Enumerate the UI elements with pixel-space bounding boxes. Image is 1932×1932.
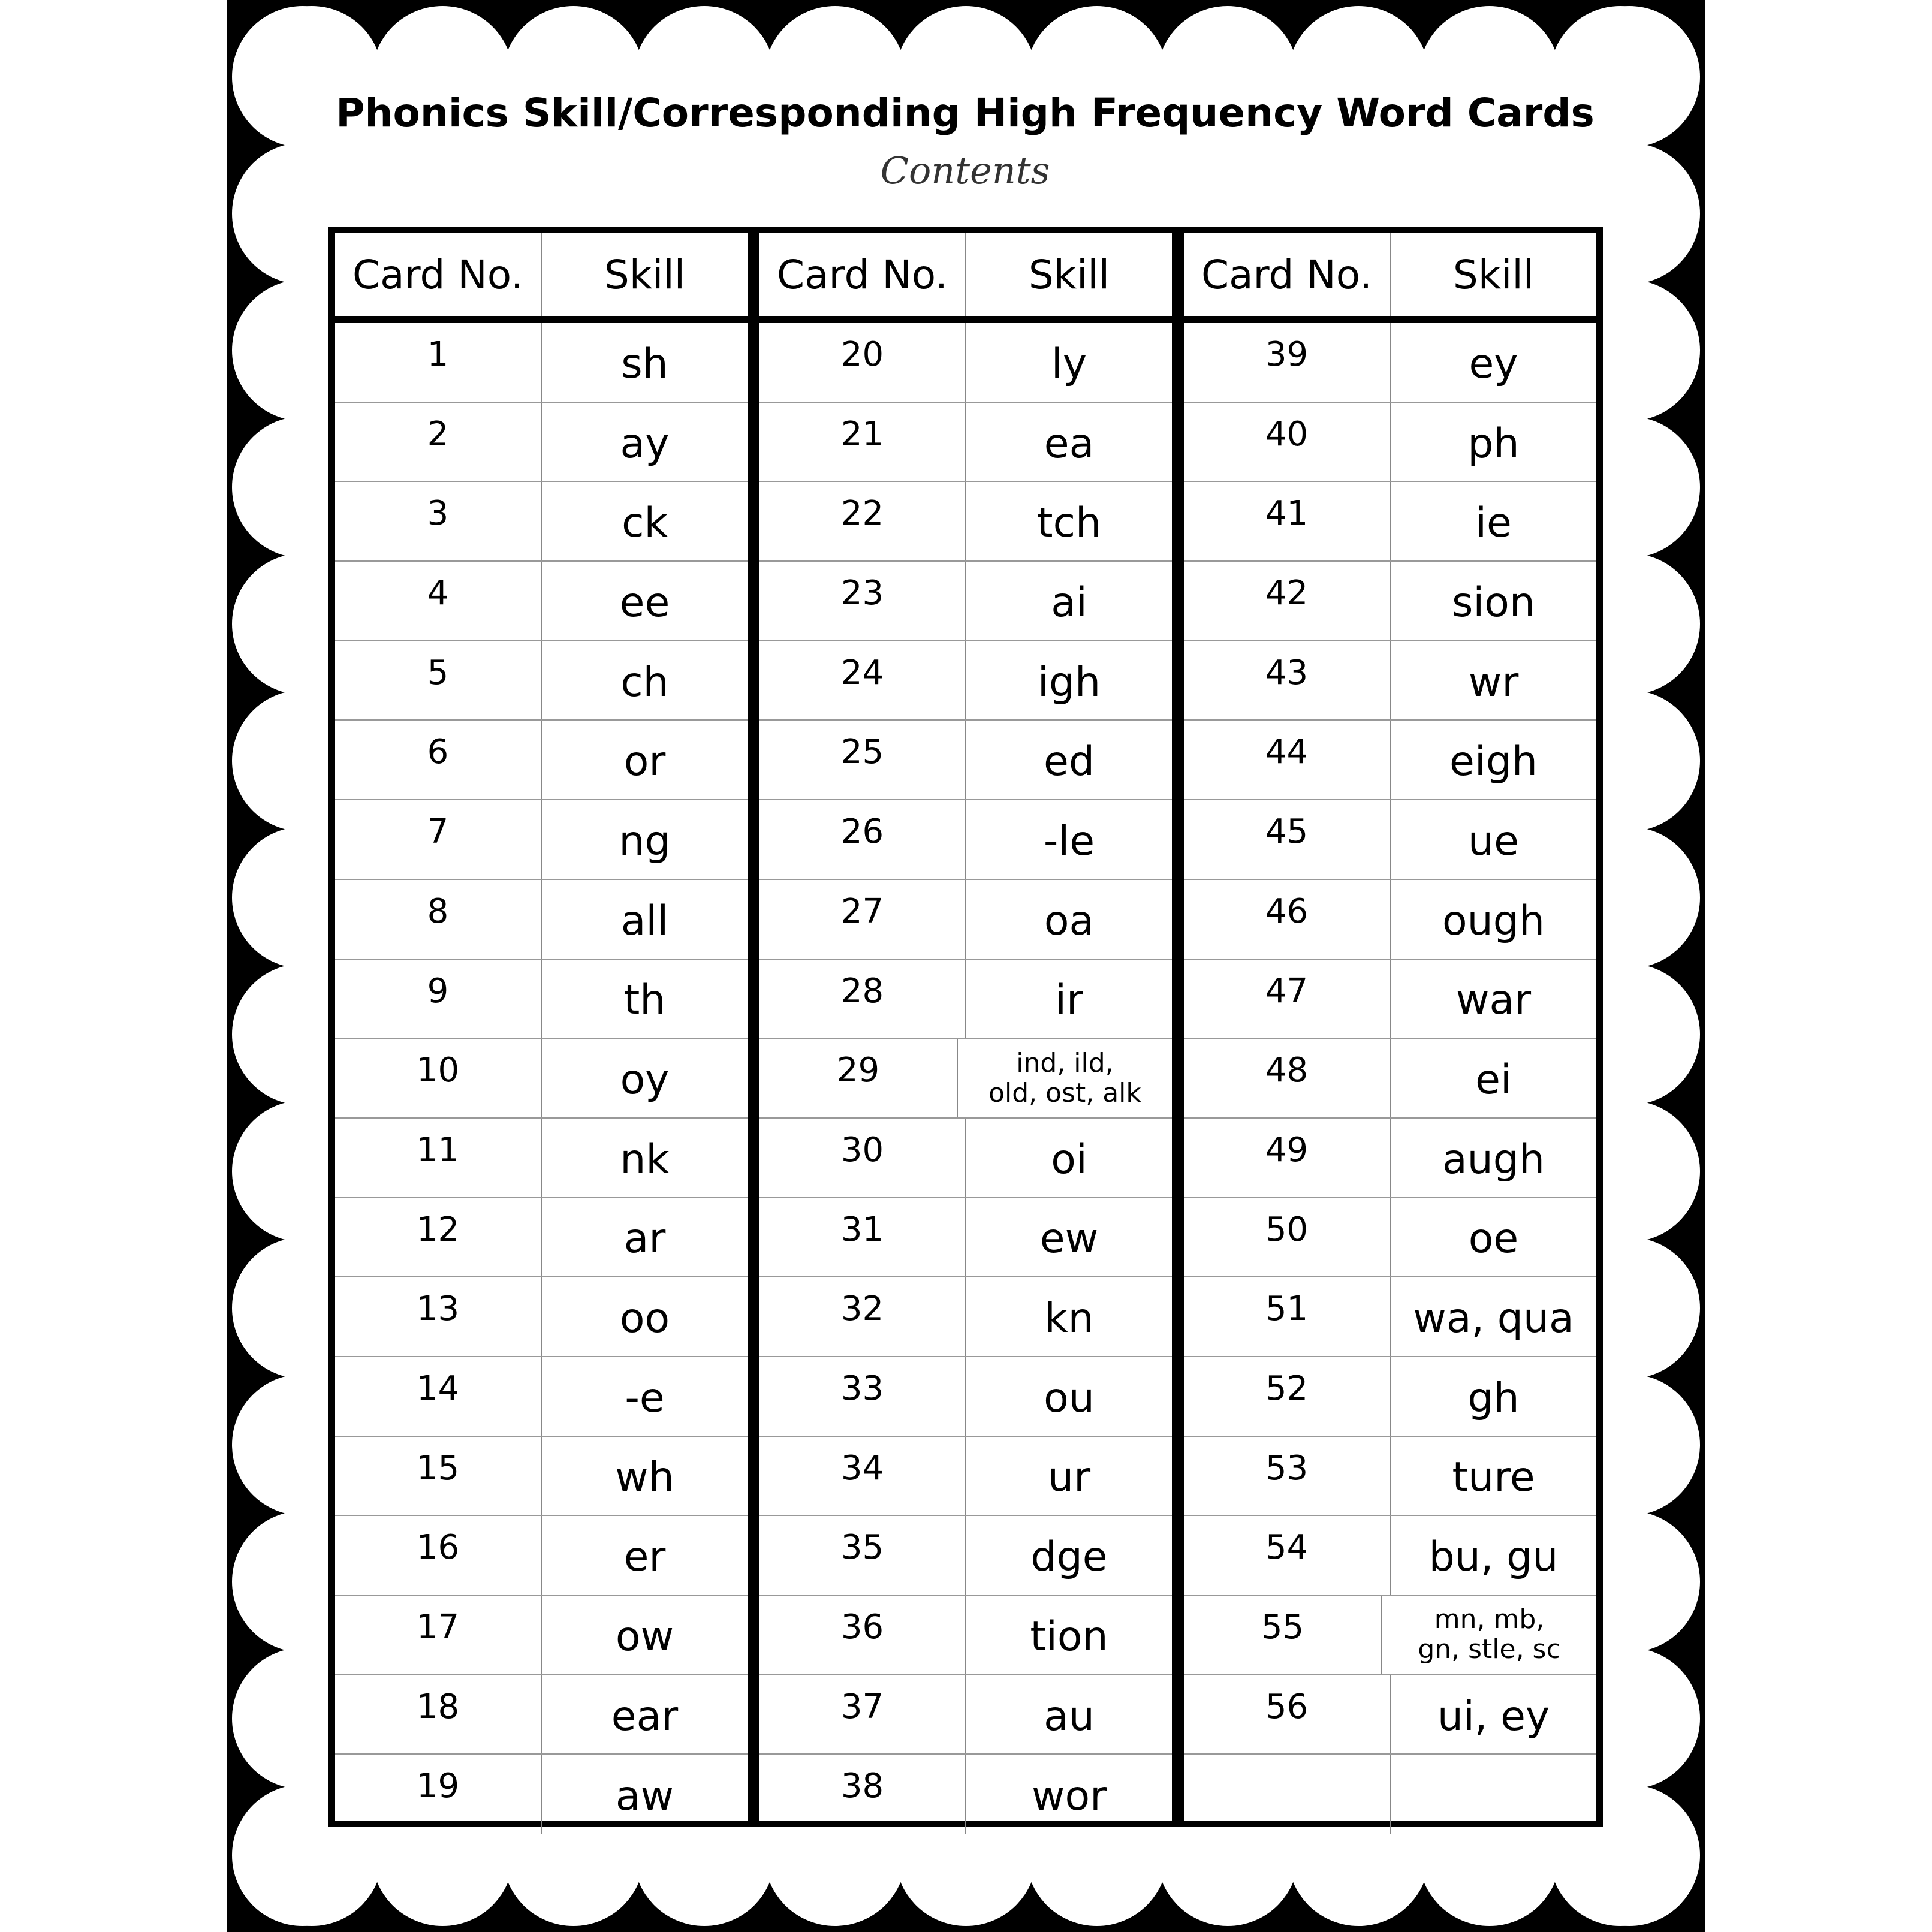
card-number: 51 <box>1184 1277 1391 1356</box>
card-no-header: Card No. <box>335 233 542 316</box>
table-row <box>335 1596 748 1675</box>
table-row <box>1184 1198 1596 1278</box>
card-number: 55 <box>1184 1596 1382 1674</box>
card-number: 28 <box>759 960 966 1038</box>
card-skill: igh <box>1037 658 1101 706</box>
table-row <box>335 1277 748 1357</box>
card-skill: ei <box>1475 1056 1512 1104</box>
card-number: 16 <box>335 1516 542 1595</box>
card-number: 53 <box>1184 1437 1391 1515</box>
card-skill: gh <box>1467 1374 1520 1422</box>
card-number: 2 <box>335 403 542 481</box>
table-row <box>335 1357 748 1437</box>
table-header <box>1184 233 1596 323</box>
table-header <box>335 233 748 323</box>
table-row <box>1184 1357 1596 1437</box>
table-row <box>335 1039 748 1119</box>
card-skill: ch <box>620 658 669 706</box>
card-skill: ou <box>1044 1374 1095 1422</box>
table-row <box>335 482 748 562</box>
table-row <box>1184 1516 1596 1596</box>
card-skill: ph <box>1467 420 1520 468</box>
card-skill: ew <box>1039 1215 1099 1263</box>
skill-header: Skill <box>604 251 686 298</box>
card-number: 31 <box>759 1198 966 1277</box>
card-number: 9 <box>335 960 542 1038</box>
card-skill: mn, mb, gn, stle, sc <box>1418 1604 1561 1665</box>
card-skill: er <box>623 1533 666 1581</box>
table-row <box>759 1437 1172 1517</box>
card-skill: or <box>623 738 666 786</box>
card-number: 29 <box>759 1039 958 1117</box>
table-row <box>759 721 1172 800</box>
card-skill: ee <box>619 578 670 626</box>
card-number: 42 <box>1184 562 1391 640</box>
card-number: 26 <box>759 800 966 879</box>
card-number: 49 <box>1184 1119 1391 1197</box>
card-skill: tch <box>1036 499 1102 547</box>
table-row <box>1184 800 1596 880</box>
table-row <box>759 641 1172 721</box>
card-skill: -le <box>1043 817 1095 865</box>
table-row <box>335 641 748 721</box>
table-row <box>1184 960 1596 1039</box>
card-number <box>1184 1755 1391 1834</box>
card-number: 1 <box>335 323 542 402</box>
card-skill: ear <box>611 1692 679 1740</box>
table-row <box>335 960 748 1039</box>
card-skill: tion <box>1030 1612 1108 1660</box>
table-row <box>335 1437 748 1517</box>
card-skill: ly <box>1051 340 1087 388</box>
card-number: 47 <box>1184 960 1391 1038</box>
card-skill: th <box>623 976 666 1024</box>
card-number: 46 <box>1184 880 1391 959</box>
card-no-header: Card No. <box>759 233 966 316</box>
card-skill: wh <box>615 1454 674 1502</box>
card-number: 37 <box>759 1675 966 1754</box>
table-row <box>1184 1039 1596 1119</box>
card-number: 24 <box>759 641 966 720</box>
card-number: 4 <box>335 562 542 640</box>
table-row <box>759 1755 1172 1834</box>
table-row <box>759 1198 1172 1278</box>
table-row <box>1184 323 1596 403</box>
table-row <box>759 800 1172 880</box>
card-skill: sion <box>1451 578 1536 626</box>
card-number: 6 <box>335 721 542 799</box>
card-number: 39 <box>1184 323 1391 402</box>
card-number: 35 <box>759 1516 966 1595</box>
page-subtitle: Contents <box>880 149 1050 192</box>
card-skill: aw <box>615 1773 674 1821</box>
card-skill <box>1391 1755 1596 1834</box>
skill-header: Skill <box>1028 251 1110 298</box>
card-skill: nk <box>620 1135 670 1183</box>
card-skill: ey <box>1469 340 1518 388</box>
card-number: 25 <box>759 721 966 799</box>
card-skill: oi <box>1051 1135 1087 1183</box>
card-number: 3 <box>335 482 542 560</box>
table-row <box>1184 1755 1596 1834</box>
card-skill: ar <box>623 1215 666 1263</box>
table-row <box>1184 880 1596 960</box>
card-number: 19 <box>335 1755 542 1834</box>
card-number: 32 <box>759 1277 966 1356</box>
skill-header: Skill <box>1452 251 1535 298</box>
table-row <box>759 403 1172 483</box>
card-number: 8 <box>335 880 542 959</box>
card-skill: ough <box>1442 897 1545 945</box>
card-skill: wr <box>1468 658 1519 706</box>
contents-table-3 <box>1177 227 1603 1827</box>
table-row <box>335 721 748 800</box>
card-number: 11 <box>335 1119 542 1197</box>
card-skill: ie <box>1475 499 1512 547</box>
card-skill: ow <box>615 1612 674 1660</box>
page-title: Phonics Skill/Corresponding High Frequency Word Cards <box>336 90 1595 136</box>
table-row <box>335 1675 748 1755</box>
card-skill: ay <box>620 420 670 468</box>
card-number: 45 <box>1184 800 1391 879</box>
table-row <box>1184 562 1596 641</box>
card-skill: ea <box>1044 420 1095 468</box>
table-row <box>759 1277 1172 1357</box>
card-number: 17 <box>335 1596 542 1674</box>
table-row <box>759 1675 1172 1755</box>
card-number: 22 <box>759 482 966 560</box>
table-row <box>759 880 1172 960</box>
card-number: 50 <box>1184 1198 1391 1277</box>
table-row <box>1184 1596 1596 1675</box>
table-row <box>335 562 748 641</box>
card-number: 14 <box>335 1357 542 1436</box>
table-row <box>759 562 1172 641</box>
table-row <box>335 1119 748 1198</box>
card-skill: bu, gu <box>1428 1533 1559 1581</box>
table-row <box>1184 1437 1596 1517</box>
contents-table-1 <box>328 227 754 1827</box>
card-no-header: Card No. <box>1184 233 1391 316</box>
card-number: 40 <box>1184 403 1391 481</box>
card-skill: ir <box>1055 976 1083 1024</box>
card-skill: ind, ild, old, ost, alk <box>988 1047 1141 1108</box>
card-skill: oy <box>620 1056 670 1104</box>
card-number: 36 <box>759 1596 966 1674</box>
card-number: 15 <box>335 1437 542 1515</box>
table-row <box>1184 403 1596 483</box>
card-number: 48 <box>1184 1039 1391 1117</box>
table-row <box>759 482 1172 562</box>
table-row <box>1184 1675 1596 1755</box>
card-skill: wa, qua <box>1413 1295 1574 1343</box>
table-row <box>759 1516 1172 1596</box>
table-row <box>759 960 1172 1039</box>
table-row <box>335 800 748 880</box>
card-skill: ture <box>1452 1454 1535 1502</box>
card-number: 13 <box>335 1277 542 1356</box>
card-number: 7 <box>335 800 542 879</box>
card-number: 33 <box>759 1357 966 1436</box>
card-skill: all <box>620 897 669 945</box>
contents-table-2 <box>753 227 1179 1827</box>
card-number: 27 <box>759 880 966 959</box>
card-skill: ck <box>622 499 668 547</box>
card-skill: ai <box>1051 578 1087 626</box>
table-row <box>335 1516 748 1596</box>
table-row <box>759 1357 1172 1437</box>
card-number: 23 <box>759 562 966 640</box>
table-row <box>1184 1277 1596 1357</box>
card-skill: oa <box>1044 897 1095 945</box>
card-skill: oe <box>1468 1215 1519 1263</box>
table-row <box>335 403 748 483</box>
card-skill: dge <box>1030 1533 1108 1581</box>
card-skill: sh <box>621 340 668 388</box>
card-skill: war <box>1455 976 1532 1024</box>
card-number: 5 <box>335 641 542 720</box>
table-row <box>335 880 748 960</box>
card-number: 43 <box>1184 641 1391 720</box>
card-skill: ur <box>1047 1454 1091 1502</box>
table-row <box>759 1039 1172 1119</box>
table-row <box>335 1755 748 1834</box>
card-number: 20 <box>759 323 966 402</box>
card-skill: ui, ey <box>1437 1692 1550 1740</box>
card-skill: ed <box>1044 738 1095 786</box>
table-header <box>759 233 1172 323</box>
table-row <box>759 1119 1172 1198</box>
table-row <box>1184 641 1596 721</box>
card-skill: au <box>1044 1692 1095 1740</box>
card-number: 52 <box>1184 1357 1391 1436</box>
card-skill: kn <box>1044 1295 1094 1343</box>
card-number: 44 <box>1184 721 1391 799</box>
card-skill: eigh <box>1449 738 1538 786</box>
card-number: 34 <box>759 1437 966 1515</box>
card-skill: ng <box>619 817 671 865</box>
card-skill: -e <box>625 1374 665 1422</box>
card-number: 30 <box>759 1119 966 1197</box>
table-row <box>335 1198 748 1278</box>
table-row <box>1184 1119 1596 1198</box>
card-skill: wor <box>1031 1773 1107 1821</box>
card-skill: augh <box>1442 1135 1545 1183</box>
card-number: 18 <box>335 1675 542 1754</box>
card-skill: ue <box>1468 817 1519 865</box>
card-number: 10 <box>335 1039 542 1117</box>
table-row <box>1184 721 1596 800</box>
card-number: 41 <box>1184 482 1391 560</box>
card-number: 21 <box>759 403 966 481</box>
card-skill: oo <box>619 1295 670 1343</box>
table-row <box>1184 482 1596 562</box>
card-number: 38 <box>759 1755 966 1834</box>
table-row <box>759 323 1172 403</box>
card-number: 12 <box>335 1198 542 1277</box>
table-row <box>759 1596 1172 1675</box>
card-number: 54 <box>1184 1516 1391 1595</box>
card-number: 56 <box>1184 1675 1391 1754</box>
table-row <box>335 323 748 403</box>
